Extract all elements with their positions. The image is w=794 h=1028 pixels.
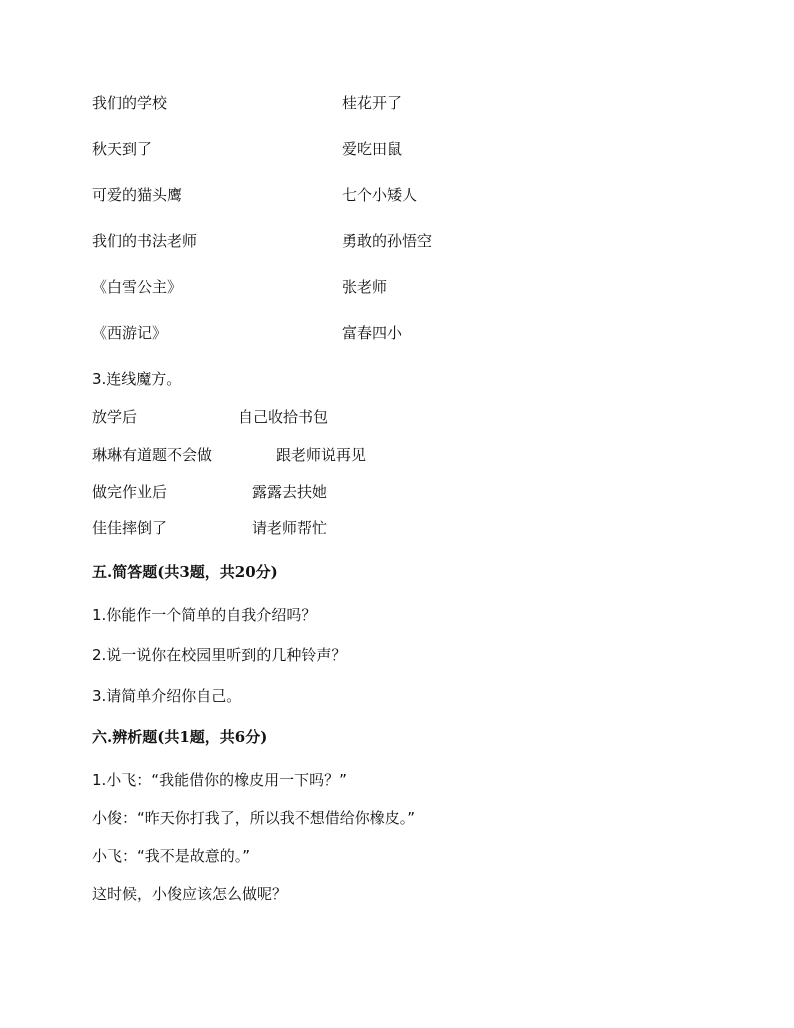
match-left-item: 我们的书法老师 — [92, 232, 198, 250]
dialogue-line: 小俊：“昨天你打我了，所以我不想借给你橡皮。” — [92, 809, 416, 827]
match-right-item: 桂花开了 — [342, 94, 403, 112]
section-5-heading: 五.简答题(共3题，共20分) — [92, 563, 278, 581]
link-right-item: 自己收拾书包 — [238, 408, 329, 426]
link-right-item: 跟老师说再见 — [276, 446, 367, 464]
match-right-item: 七个小矮人 — [342, 186, 418, 204]
match-left-item: 《西游记》 — [92, 324, 168, 342]
link-right-item: 露露去扶她 — [252, 483, 328, 501]
question-item: 1.你能作一个简单的自我介绍吗？ — [92, 606, 317, 624]
link-left-item: 琳琳有道题不会做 — [92, 446, 213, 464]
link-left-item: 佳佳摔倒了 — [92, 519, 168, 537]
match-left-item: 《白雪公主》 — [92, 278, 183, 296]
match-left-item: 可爱的猫头鹰 — [92, 186, 183, 204]
question-item: 3.请简单介绍你自己。 — [92, 687, 242, 705]
dialogue-question: 这时候，小俊应该怎么做呢？ — [92, 885, 288, 903]
question-item: 2.说一说你在校园里听到的几种铃声？ — [92, 646, 347, 664]
section-3-title: 3.连线魔方。 — [92, 370, 182, 388]
dialogue-line: 1.小飞：“我能借你的橡皮用一下吗？” — [92, 771, 347, 789]
link-right-item: 请老师帮忙 — [252, 519, 328, 537]
match-right-item: 张老师 — [342, 278, 388, 296]
link-left-item: 做完作业后 — [92, 483, 168, 501]
match-right-item: 勇敢的孙悟空 — [342, 232, 433, 250]
match-right-item: 爱吃田鼠 — [342, 140, 403, 158]
section-6-heading: 六.辨析题(共1题，共6分) — [92, 728, 268, 746]
match-left-item: 我们的学校 — [92, 94, 168, 112]
match-right-item: 富春四小 — [342, 324, 403, 342]
dialogue-line: 小飞：“我不是故意的。” — [92, 847, 251, 865]
link-left-item: 放学后 — [92, 408, 138, 426]
match-left-item: 秋天到了 — [92, 140, 153, 158]
